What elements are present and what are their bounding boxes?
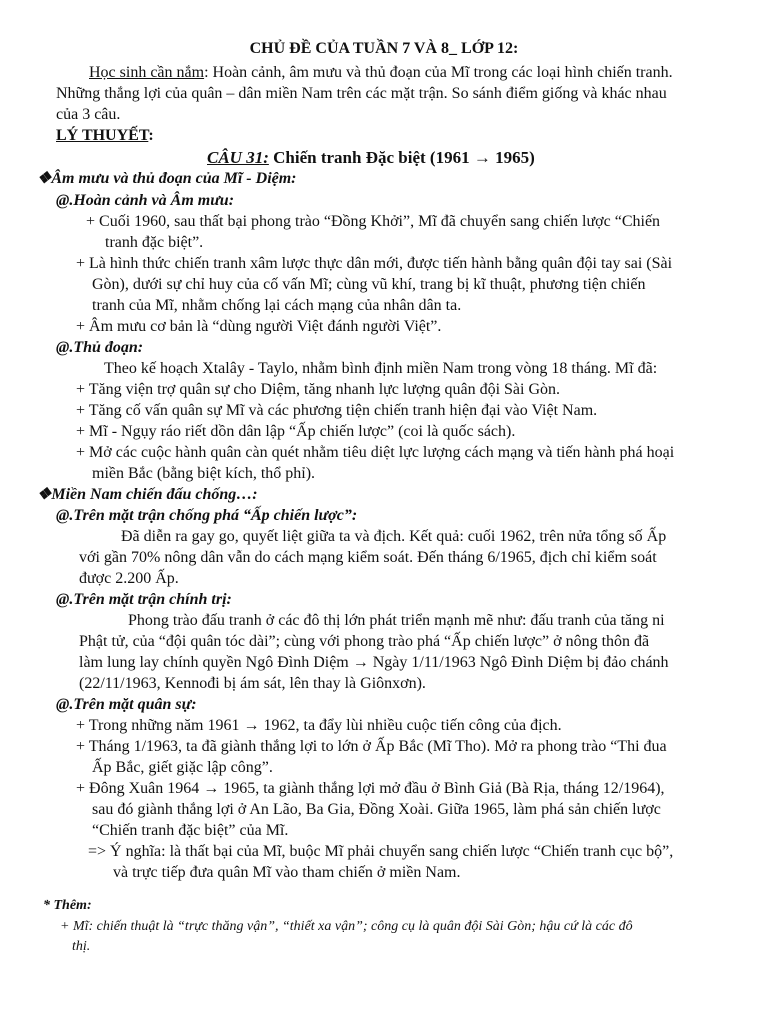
- military-bullet-3: + Đông Xuân 1964 → 1965, ta giành thắng lợi mở đầu ở Bình Giả (Bà Rịa, tháng 12/1964),: [76, 780, 665, 797]
- subheading-tactics: @.Thủ đoạn:: [56, 339, 144, 356]
- context-bullet-2: + Là hình thức chiến tranh xâm lược thực dân mới, được tiến hành bằng quân đội tay sai (Sài: [76, 255, 673, 272]
- theory-heading: LÝ THUYẾT: [56, 127, 149, 144]
- section-heading-2: ❖Miền Nam chiến đấu chống…:: [37, 486, 258, 503]
- tactics-bullet-3: + Mĩ - Ngụy ráo riết dồn dân lập “Ấp chiến lược” (coi là quốc sách).: [76, 423, 516, 440]
- political-text-3: làm lung lay chính quyền Ngô Đình Diệm → Ngày 1/11/1963 Ngô Đình Diệm bị đảo chánh: [79, 654, 669, 671]
- question-label: CÂU 31:: [207, 148, 269, 167]
- military-bullet-1: + Trong những năm 1961 → 1962, ta đẩy lùi nhiều cuộc tiến công của địch.: [76, 717, 562, 734]
- intro-line-3: của 3 câu.: [56, 106, 121, 123]
- extra-line-1: + Mĩ: chiến thuật là “trực thăng vận”, “thiết xa vận”; công cụ là quân đội Sài Gòn; hậu cứ là các đô: [60, 919, 633, 934]
- political-text-4: (22/11/1963, Kennođi bị ám sát, lên thay là Giônxơn).: [79, 675, 426, 692]
- hamlets-text-2: với gần 70% nông dân vẫn do cách mạng kiểm soát. Đến tháng 6/1965, địch chỉ kiểm soát: [79, 549, 657, 566]
- subheading-military: @.Trên mặt quân sự:: [56, 696, 197, 713]
- significance-line-1: => Ý nghĩa: là thất bại của Mĩ, buộc Mĩ phải chuyển sang chiến lược “Chiến tranh cục bộ”,: [88, 843, 674, 860]
- context-bullet-1-cont: tranh đặc biệt”.: [105, 234, 204, 251]
- context-bullet-3: + Âm mưu cơ bản là “dùng người Việt đánh người Việt”.: [76, 318, 442, 335]
- military-bullet-3-cont-1: sau đó giành thắng lợi ở An Lão, Ba Gia, Đồng Xoài. Giữa 1965, làm phá sản chiến lược: [92, 801, 661, 818]
- theory-heading-line: [56, 125, 154, 146]
- significance-line-2: và trực tiếp đưa quân Mĩ vào tham chiến ở miền Nam.: [113, 864, 461, 881]
- intro-label: Học sinh cần nắm: [89, 64, 205, 81]
- tactics-bullet-1: + Tăng viện trợ quân sự cho Diệm, tăng nhanh lực lượng quân đội Sài Gòn.: [76, 381, 561, 398]
- hamlets-text-1: Đã diễn ra gay go, quyết liệt giữa ta và địch. Kết quả: cuối 1962, trên nửa tổng số Ấp: [121, 528, 667, 545]
- intro-line-1: [89, 62, 673, 83]
- question-title: Chiến tranh Đặc biệt (1961 → 1965): [268, 148, 535, 167]
- military-bullet-2: + Tháng 1/1963, ta đã giành thắng lợi to lớn ở Ấp Bắc (Mĩ Tho). Mở ra phong trào “Thi đua: [76, 738, 667, 755]
- tactics-bullet-4-cont: miền Bắc (bằng biệt kích, thổ phỉ).: [92, 465, 316, 482]
- intro-line-2: Những thắng lợi của quân – dân miền Nam trên các mặt trận. So sánh điểm giống và khác nhau: [56, 85, 667, 102]
- subheading-context: @.Hoàn cảnh và Âm mưu:: [56, 192, 235, 209]
- tactics-bullet-4: + Mở các cuộc hành quân càn quét nhằm tiêu diệt lực lượng cách mạng và tiến hành phá hoại: [76, 444, 675, 461]
- intro-text-1: : Hoàn cảnh, âm mưu và thủ đoạn của Mĩ trong các loại hình chiến tranh.: [204, 64, 673, 81]
- extra-line-2: thị.: [72, 939, 91, 954]
- military-bullet-3-cont-2: “Chiến tranh đặc biệt” của Mĩ.: [92, 822, 289, 839]
- military-bullet-2-cont: Ấp Bắc, giết giặc lập công”.: [92, 759, 273, 776]
- question-heading: [207, 147, 535, 168]
- political-text-1: Phong trào đấu tranh ở các đô thị lớn phát triển mạnh mẽ như: đấu tranh của tăng ni: [128, 612, 665, 629]
- theory-colon: :: [148, 127, 154, 144]
- subheading-political: @.Trên mặt trận chính trị:: [56, 591, 232, 608]
- context-bullet-2-cont-1: Gòn), dưới sự chỉ huy của cố vấn Mĩ; cùng vũ khí, trang bị kĩ thuật, phương tiện chiến: [92, 276, 646, 293]
- extra-heading: * Thêm:: [43, 898, 92, 913]
- context-bullet-1: + Cuối 1960, sau thất bại phong trào “Đồng Khởi”, Mĩ đã chuyển sang chiến lược “Chiến: [86, 213, 661, 230]
- context-bullet-2-cont-2: tranh của Mĩ, nhằm chống lại cách mạng của nhân dân ta.: [92, 297, 462, 314]
- political-text-2: Phật tử, của “đội quân tóc dài”; cùng với phong trào phá “Ấp chiến lược” ở nông thôn đã: [79, 633, 650, 650]
- subheading-strategic-hamlets: @.Trên mặt trận chống phá “Ấp chiến lược”:: [56, 507, 358, 524]
- hamlets-text-3: được 2.200 Ấp.: [79, 570, 179, 587]
- tactics-plan: Theo kế hoạch Xtalây - Taylo, nhằm bình định miền Nam trong vòng 18 tháng. Mĩ đã:: [104, 360, 658, 377]
- tactics-bullet-2: + Tăng cố vấn quân sự Mĩ và các phương tiện chiến tranh hiện đại vào Việt Nam.: [76, 402, 598, 419]
- section-heading-1: ❖Âm mưu và thủ đoạn của Mĩ - Diệm:: [37, 170, 297, 187]
- page-title: CHỦ ĐỀ CỦA TUẦN 7 VÀ 8_ LỚP 12:: [249, 40, 519, 57]
